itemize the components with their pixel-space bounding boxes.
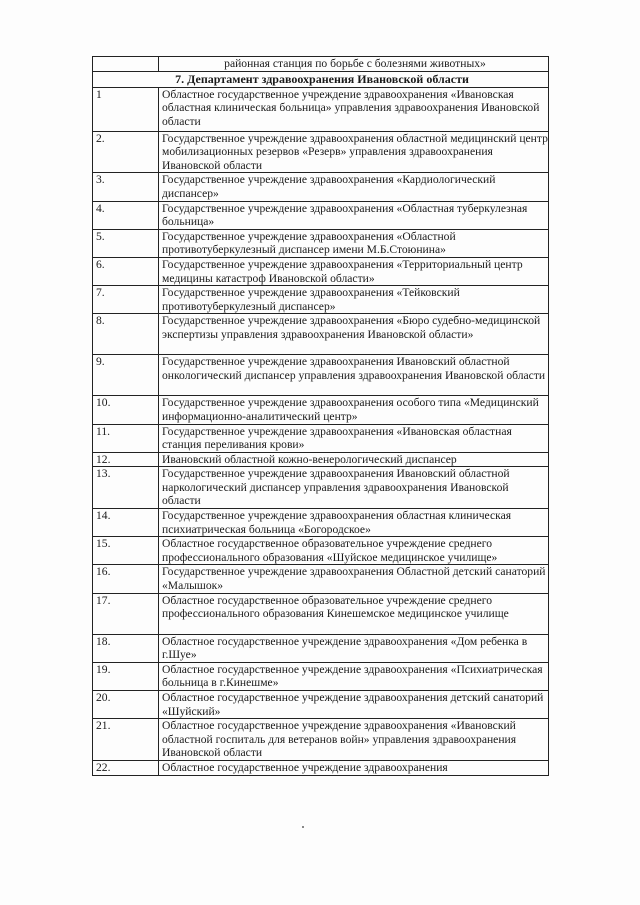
- table-row: [93, 229, 549, 257]
- row-number: 14.: [93, 509, 159, 537]
- institution-name: Государственное учреждение здравоохранения «Областная туберкулезная больница»: [159, 201, 549, 229]
- table-row: [93, 131, 549, 173]
- row-number: 18.: [93, 634, 159, 662]
- table-row: [93, 593, 549, 634]
- table-row: [93, 467, 549, 509]
- row-number: 11.: [93, 424, 159, 452]
- row-number: 19.: [93, 662, 159, 690]
- table-row: [93, 634, 549, 662]
- row-number: 17.: [93, 593, 159, 634]
- table-row: [93, 87, 549, 131]
- continuation-text: районная станция по борьбе с болезнями животных»: [159, 57, 549, 72]
- institution-name: Государственное учреждение здравоохранения «Кардиологический диспансер»: [159, 173, 549, 201]
- table-row: [93, 286, 549, 314]
- row-number: 21.: [93, 719, 159, 761]
- row-number: 16.: [93, 565, 159, 593]
- row-number: 12.: [93, 452, 159, 467]
- institution-name: Государственное учреждение здравоохранения «Ивановская областная станция переливания крови»: [159, 424, 549, 452]
- section-title: 7. Департамент здравоохранения Ивановской области: [93, 71, 549, 87]
- row-number: 3.: [93, 173, 159, 201]
- row-number: 1: [93, 87, 159, 131]
- institution-name: Областное государственное учреждение здравоохранения детский санаторий «Шуйский»: [159, 691, 549, 719]
- institution-name: Областное государственное образовательное учреждение среднего профессионального образования Кинешемское медицинское училище: [159, 593, 549, 634]
- table-row: [93, 424, 549, 452]
- section-header-row: [93, 71, 549, 87]
- institutions-table: [92, 56, 549, 776]
- table-row: [93, 691, 549, 719]
- institution-name: Государственное учреждение здравоохранения «Бюро судебно-медицинской экспертизы управления здравоохранения Ивановской области»: [159, 314, 549, 355]
- page-mark: [302, 826, 304, 828]
- table-row: [93, 257, 549, 285]
- row-number: 4.: [93, 201, 159, 229]
- institution-name: Государственное учреждение здравоохранения областная клиническая психиатрическая больница «Богородское»: [159, 509, 549, 537]
- row-number: 20.: [93, 691, 159, 719]
- institution-name: Областное государственное учреждение здравоохранения «Дом ребенка в г.Шуе»: [159, 634, 549, 662]
- table-row: [93, 565, 549, 593]
- table-row: [93, 355, 549, 396]
- institution-name: Областное государственное учреждение здравоохранения «Ивановский областной госпиталь для ветеранов войн» управления здравоохранения Ивановской области: [159, 719, 549, 761]
- table-row: [93, 452, 549, 467]
- table-row: [93, 537, 549, 565]
- table-row: [93, 314, 549, 355]
- table-row: [93, 719, 549, 761]
- institution-name: Государственное учреждение здравоохранения Ивановский областной наркологический диспансер управления здравоохранения Ивановской области: [159, 467, 549, 509]
- institution-name: Государственное учреждение здравоохранения Ивановский областной онкологический диспансер управления здравоохранения Ивановской области: [159, 355, 549, 396]
- table-row: [93, 201, 549, 229]
- row-number: 7.: [93, 286, 159, 314]
- institution-name: Государственное учреждение здравоохранения Областной детский санаторий «Малышок»: [159, 565, 549, 593]
- row-number: 13.: [93, 467, 159, 509]
- institution-name: Государственное учреждение здравоохранения «Территориальный центр медицины катастроф Ивановской области»: [159, 257, 549, 285]
- row-number: [93, 57, 159, 72]
- table-row: [93, 662, 549, 690]
- row-number: 10.: [93, 396, 159, 424]
- table-row: [93, 173, 549, 201]
- institution-name: Ивановский областной кожно-венерологический диспансер: [159, 452, 549, 467]
- row-number: 9.: [93, 355, 159, 396]
- continuation-row: [93, 57, 549, 72]
- table-row: [93, 396, 549, 424]
- table-row: [93, 760, 549, 775]
- institution-name: Государственное учреждение здравоохранения «Областной противотуберкулезный диспансер имени М.Б.Стоюнина»: [159, 229, 549, 257]
- institution-name: Государственное учреждение здравоохранения особого типа «Медицинский информационно-аналитический центр»: [159, 396, 549, 424]
- institution-name: Государственное учреждение здравоохранения «Тейковский противотуберкулезный диспансер»: [159, 286, 549, 314]
- table-row: [93, 509, 549, 537]
- row-number: 15.: [93, 537, 159, 565]
- institution-name: Государственное учреждение здравоохранения областной медицинский центр мобилизационных резервов «Резерв» управления здравоохранения Ивановской области: [159, 131, 549, 173]
- institution-name: Областное государственное образовательное учреждение среднего профессионального образования «Шуйское медицинское училище»: [159, 537, 549, 565]
- row-number: 6.: [93, 257, 159, 285]
- institution-name: Областное государственное учреждение здравоохранения «Ивановская областная клиническая больница» управления здравоохранения Ивановской области: [159, 87, 549, 131]
- row-number: 8.: [93, 314, 159, 355]
- row-number: 2.: [93, 131, 159, 173]
- institution-name: Областное государственное учреждение здравоохранения «Психиатрическая больница в г.Кинешме»: [159, 662, 549, 690]
- row-number: 22.: [93, 760, 159, 775]
- row-number: 5.: [93, 229, 159, 257]
- institution-name: Областное государственное учреждение здравоохранения: [159, 760, 549, 775]
